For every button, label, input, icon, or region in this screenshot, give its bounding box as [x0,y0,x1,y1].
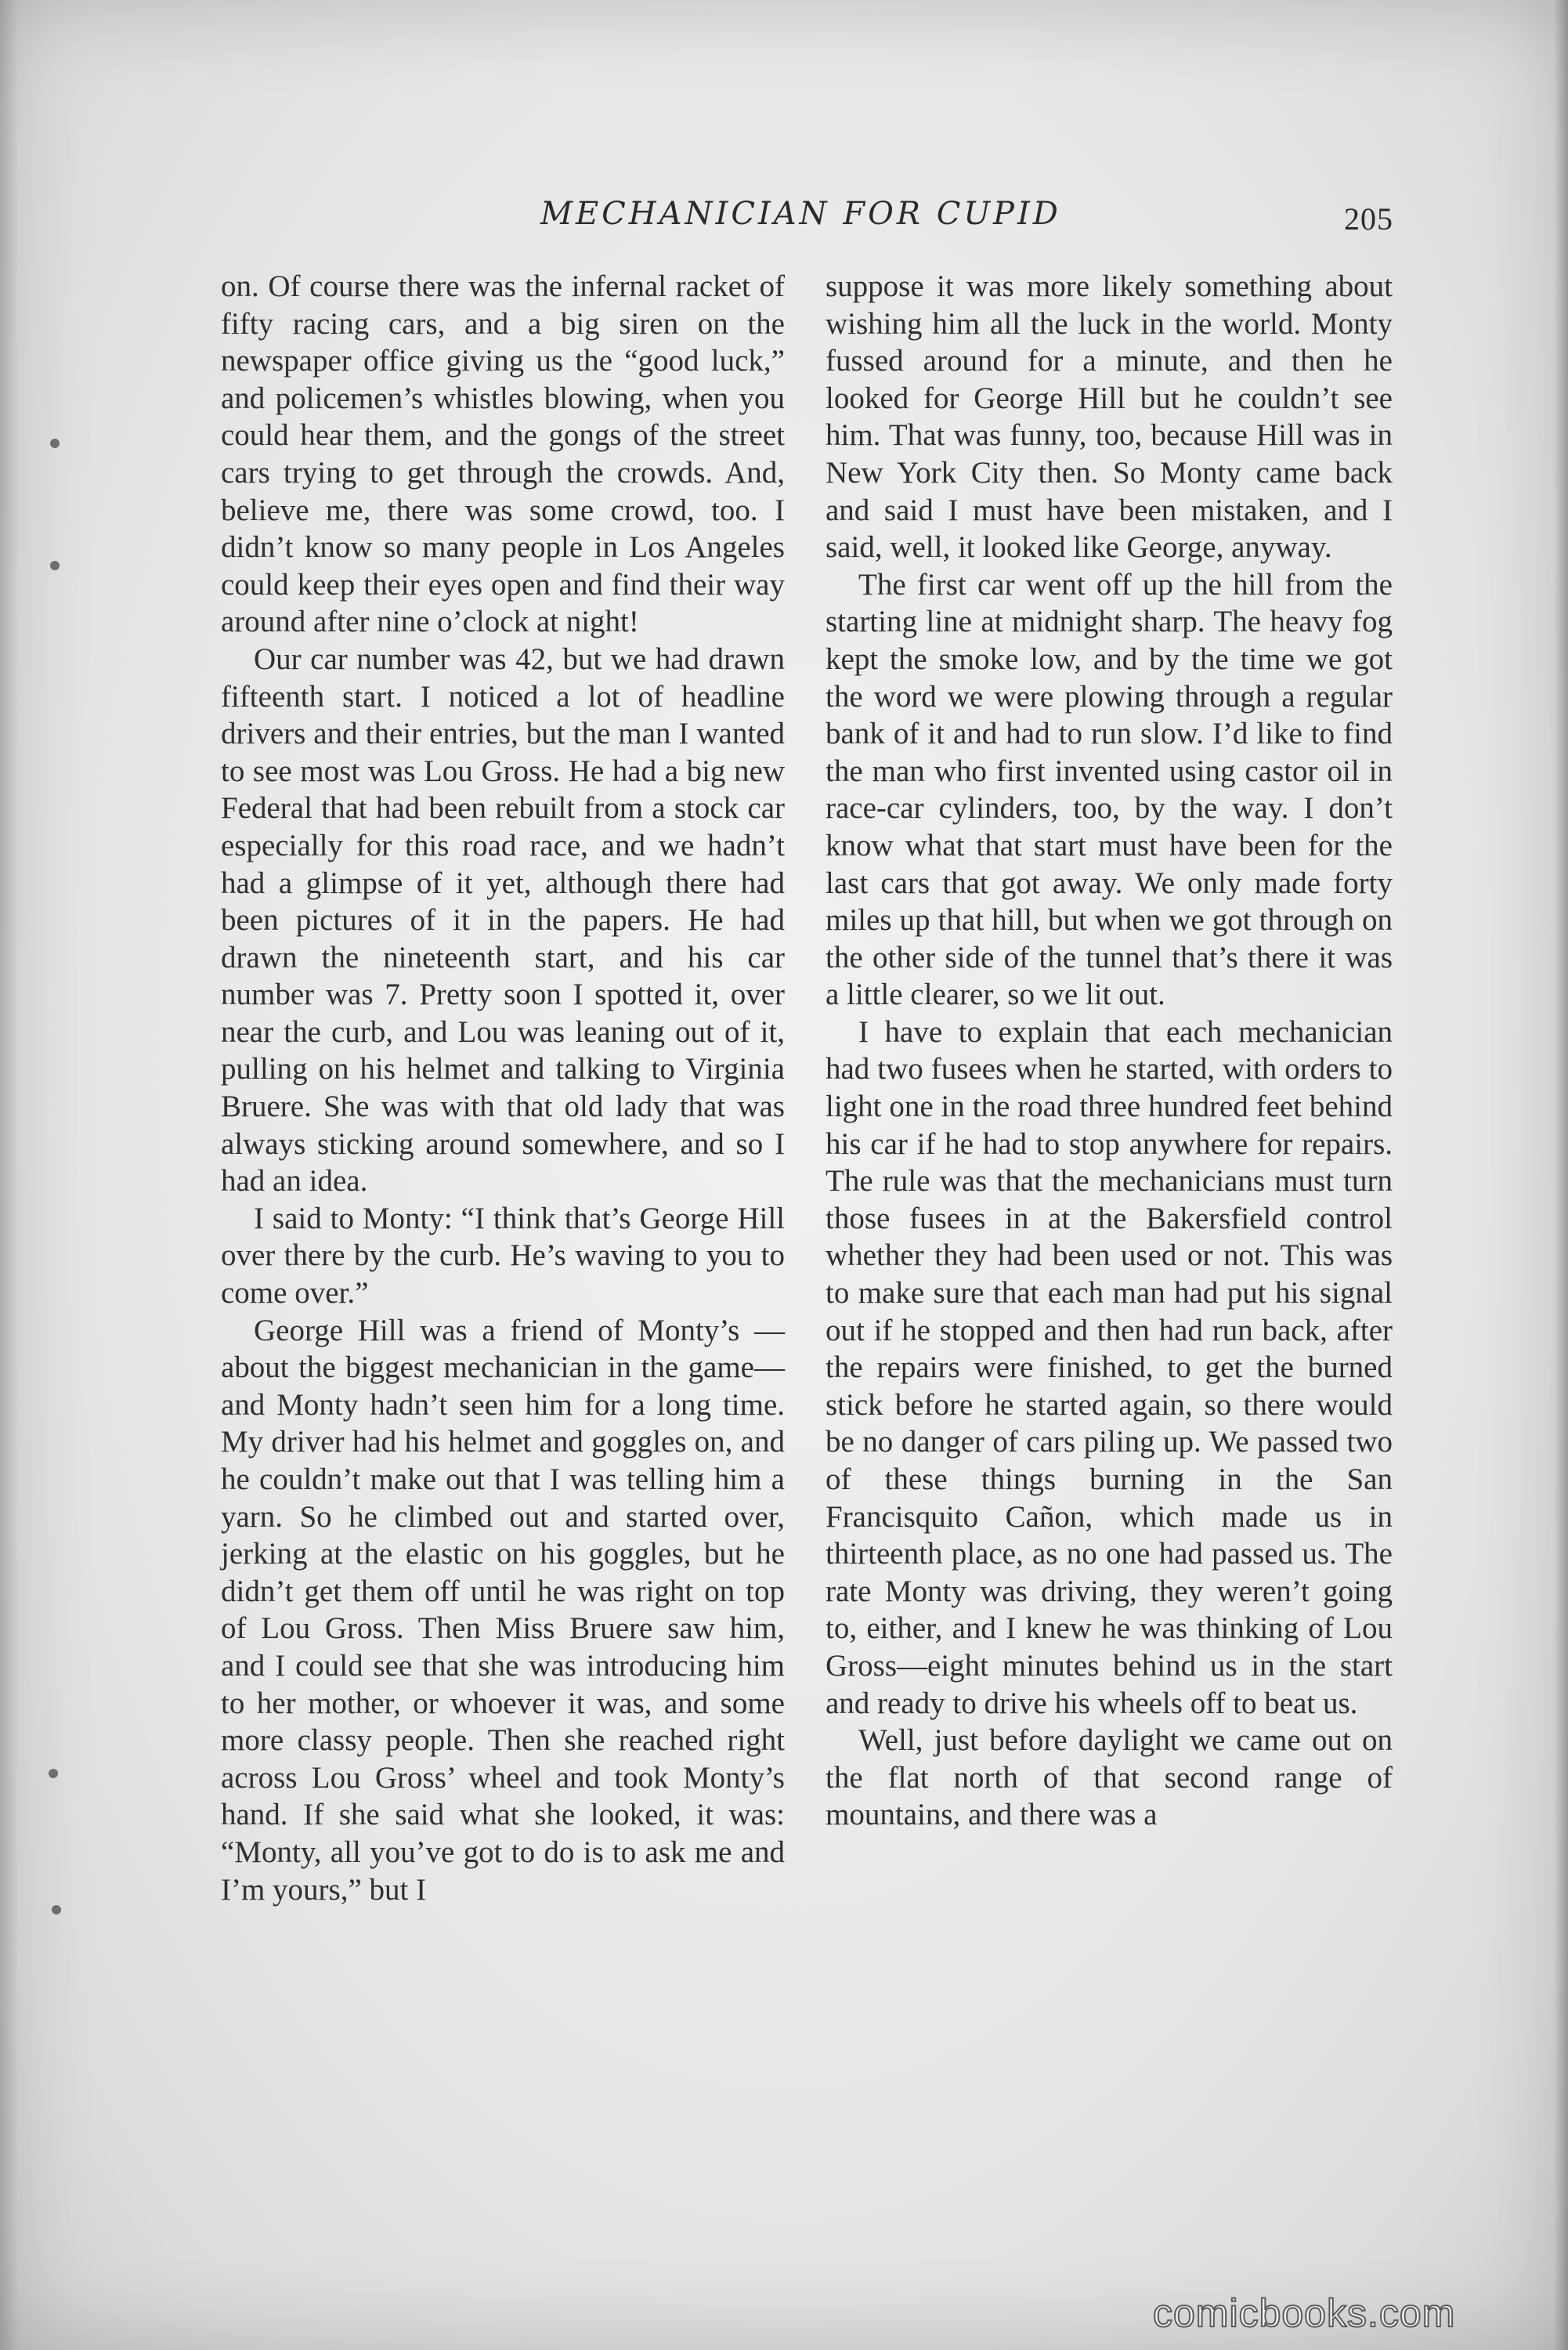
left-text-column [221,268,785,1908]
binding-hole-mark [49,1769,58,1778]
page-right-shadow [1554,0,1568,2350]
running-title: MECHANICIAN FOR CUPID [540,196,1061,232]
paragraph: on. Of course there was the infernal racket of fifty racing cars, and a big siren on the newspaper office giving us the “good luck,” and policemen’s whistles blowing, when you could hear them, and the gongs of the street cars trying to get through the crowds. And, believe me, there was some crowd, too. I didn’t know so many people in Los Angeles could keep their eyes open and find their way around after nine o’clock at night! [221,269,785,639]
binding-hole-mark [50,439,60,448]
site-watermark: comicbooks.com [1153,2291,1456,2335]
page-left-shadow [0,0,19,2350]
paragraph: I said to Monty: “I think that’s George Hill over there by the curb. He’s waving to you to come over.” [221,1201,785,1311]
paragraph: I have to explain that each mechanician had two fusees when he started, with orders to light one in the road three hundred feet behind his car if he had to stop anywhere for repairs. The rule was that the mechanicians must turn those fusees in at the Bakersfield control whether they had been used or not. This was to make sure that each man had put his signal out if he stopped and then had run back, after the repairs were finished, to get the burned stick before he started again, so there would be no danger of cars piling up. We passed two of these things burning in the San Francisquito Cañon, which made us in thirteenth place, as no one had passed us. The rate Monty was driving, they weren’t going to, either, and I knew he was thinking of Lou Gross—eight minutes behind us in the start and ready to drive his wheels off to beat us. [826,1014,1393,1720]
paragraph: suppose it was more likely something about wishing him all the luck in the world. Monty fussed around for a minute, and then he looked for George Hill but he couldn’t see him. That was funny, too, because Hill was in New York City then. So Monty came back and said I must have been mistaken, and I said, well, it looked like George, anyway. [826,269,1393,565]
paragraph: Well, just before daylight we came out on the flat north of that second range of mountains, and there was a [826,1723,1393,1832]
paragraph: The first car went off up the hill from the starting line at midnight sharp. The heavy fog kept the smoke low, and by the time we got the word we were plowing through a regular bank of it and had to run slow. I’d like to find the man who first invented using castor oil in race-car cylinders, too, by the way. I don’t know what that start must have been for the last cars that got away. We only made forty miles up that hill, but when we got through on the other side of the tunnel that’s there it was a little clearer, so we lit out. [826,567,1393,1012]
paragraph: George Hill was a friend of Monty’s —about the biggest mechanician in the game—and Monty hadn’t seen him for a long time. My driver had his helmet and goggles on, and he couldn’t make out that I was telling him a yarn. So he climbed out and started over, jerking at the elastic on his goggles, but he didn’t get them off until he was right on top of Lou Gross. Then Miss Bruere saw him, and I could see that she was introducing him to her mother, or whoever it was, and some more classy people. Then she reached right across Lou Gross’ wheel and took Monty’s hand. If she said what she looked, it was: “Monty, all you’ve got to do is to ask me and I’m yours,” but I [221,1313,785,1907]
paragraph: Our car number was 42, but we had drawn fifteenth start. I noticed a lot of headline drivers and their entries, but the man I wanted to see most was Lou Gross. He had a big new Federal that had been rebuilt from a stock car especially for this road race, and we hadn’t had a glimpse of it yet, although there had been pictures of it in the papers. He had drawn the nineteenth start, and his car number was 7. Pretty soon I spotted it, over near the curb, and Lou was leaning out of it, pulling on his helmet and talking to Virginia Bruere. She was with that old lady that was always sticking around somewhere, and so I had an idea. [221,642,785,1198]
page-number: 205 [1344,201,1393,237]
binding-hole-mark [52,1905,61,1914]
right-text-column [826,268,1393,1834]
binding-hole-mark [50,561,60,570]
